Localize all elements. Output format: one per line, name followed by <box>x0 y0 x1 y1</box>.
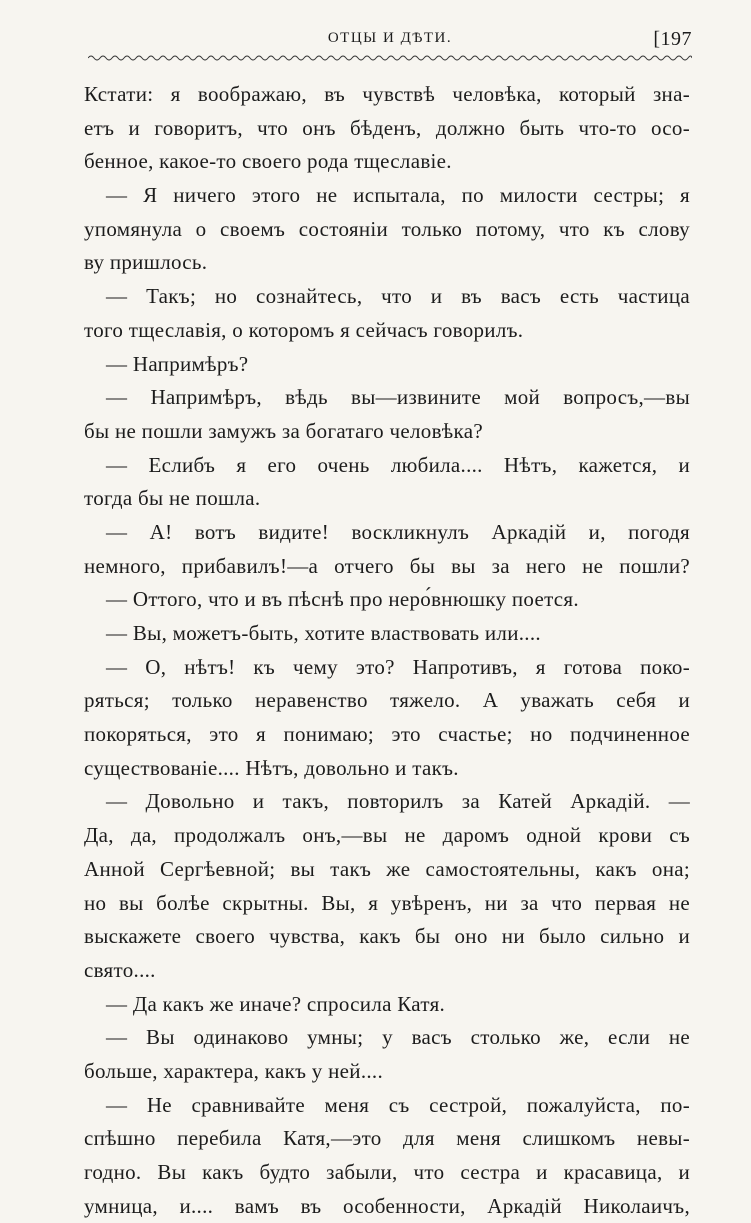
running-title: ОТЦЫ И ДѢТИ. <box>327 30 453 46</box>
page-header <box>88 28 692 52</box>
text-line: — Не сравнивайте меня съ сестрой, пожалуйста, по- <box>106 1092 690 1117</box>
ornamental-rule <box>88 54 692 62</box>
text-line: ву пришлось. <box>84 250 208 275</box>
text-line: — Такъ; но сознайтесь, что и въ васъ есть частица <box>106 284 690 309</box>
text-line: Кстати: я воображаю, въ чувствѣ человѣка, который зна- <box>84 82 690 106</box>
text-line: выскажете своего чувства, какъ бы оно ни было сильно и <box>84 924 690 949</box>
text-line: свято.... <box>84 957 156 982</box>
text-line: но вы болѣе скрытны. Вы, я увѣренъ, ни за что первая не <box>84 890 690 915</box>
text-line: спѣшно перебила Катя,—это для меня слишкомъ невы- <box>84 1126 690 1151</box>
page-body-text <box>84 78 690 1223</box>
text-line: — Довольно и такъ, повторилъ за Катей Аркадій. — <box>106 789 690 814</box>
text-line: существованіе.... Нѣтъ, довольно и такъ. <box>84 755 459 780</box>
wavy-rule-line <box>88 56 692 60</box>
text-line: — Я ничего этого не испытала, по милости сестры; я <box>106 183 690 208</box>
text-line: бенное, какое-то своего рода тщеславіе. <box>84 149 452 174</box>
text-line: — Напримѣръ, вѣдь вы—извините мой вопросъ,—вы <box>106 385 690 410</box>
text-line: — Вы, можетъ-быть, хотите властвовать или.... <box>106 621 541 645</box>
text-line: — О, нѣтъ! къ чему это? Напротивъ, я готова поко- <box>106 654 690 679</box>
text-line: тогда бы не пошла. <box>84 486 261 511</box>
text-line: годно. Вы какъ будто забыли, что сестра и красавица, и <box>84 1160 690 1184</box>
text-line: упомянула о своемъ состояніи только потому, что къ слову <box>84 216 690 241</box>
text-line: етъ и говоритъ, что онъ бѣденъ, должно быть что-то осо- <box>84 115 690 140</box>
text-line: Да, да, продолжалъ онъ,—вы не даромъ одной крови съ <box>84 823 690 848</box>
text-line: Анной Сергѣевной; вы такъ же самостоятельны, какъ она; <box>84 856 690 881</box>
text-line: — Да какъ же иначе? спросила Катя. <box>106 991 446 1016</box>
text-line: больше, характера, какъ у ней.... <box>84 1058 384 1083</box>
text-line: — Вы одинаково умны; у васъ столько же, если не <box>106 1025 690 1050</box>
text-line: покоряться, это я понимаю; это счастье; но подчиненное <box>84 722 690 747</box>
text-line: — Напримѣръ? <box>106 351 249 376</box>
text-line: немного, прибавилъ!—а отчего бы вы за него не пошли? <box>84 553 690 578</box>
text-line: того тщеславія, о которомъ я сейчасъ говорилъ. <box>84 317 524 342</box>
text-line: ряться; только неравенство тяжело. А уважать себя и <box>84 688 690 713</box>
text-line: — Оттого, что и въ пѣснѣ про неро́внюшку поется. <box>106 587 579 612</box>
text-line: — А! вотъ видите! воскликнулъ Аркадій и, погодя <box>106 519 690 544</box>
text-line: — Еслибъ я его очень любила.... Нѣтъ, кажется, и <box>106 452 690 477</box>
text-line: умница, и.... вамъ въ особенности, Аркадій Николаичъ, <box>84 1193 690 1218</box>
page-number: [197 <box>653 28 692 50</box>
text-line: бы не пошли замужъ за богатаго человѣка? <box>84 418 483 443</box>
